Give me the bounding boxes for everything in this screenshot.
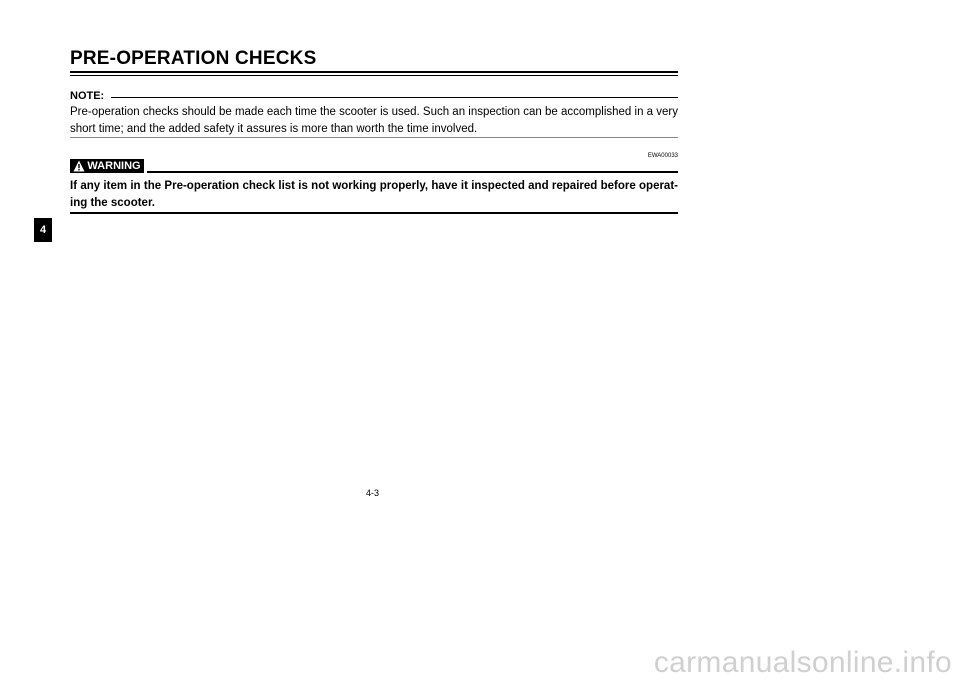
warning-triangle-icon (73, 160, 85, 172)
note-bottom-divider (70, 137, 678, 138)
page-title: PRE-OPERATION CHECKS (70, 48, 317, 69)
title-divider (70, 71, 678, 73)
warning-badge (70, 159, 144, 173)
watermark: carmanualsonline.info (653, 646, 952, 679)
warning-label: WARNING (87, 160, 141, 172)
warning-divider (147, 171, 678, 173)
note-divider (111, 97, 678, 98)
warning-reference-code: EWA00033 (647, 153, 678, 159)
chapter-tab: 4 (34, 218, 52, 242)
page-number: 4-3 (366, 488, 380, 498)
warning-text: If any item in the Pre-operation check list is not working properly, have it inspected and repaired before operat-ing the scooter. (70, 180, 678, 209)
warning-bottom-divider (70, 212, 678, 214)
title-divider-thin (70, 75, 678, 76)
note-text: Pre-operation checks should be made each time the scooter is used. Such an inspection can be accomplished in a very short time; and the added safety it assures is more than worth the time involved. (70, 106, 678, 135)
note-label: NOTE: (70, 90, 105, 102)
